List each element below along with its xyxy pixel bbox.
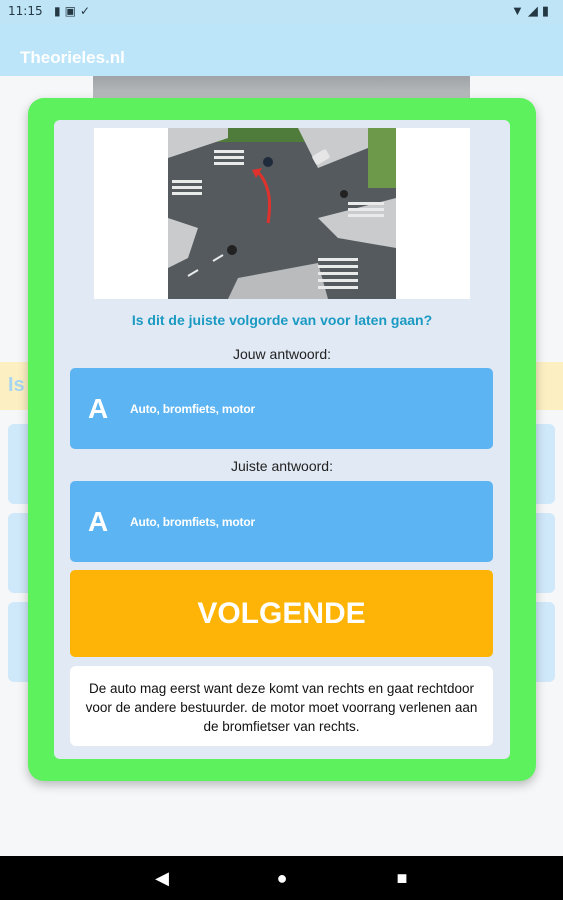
your-answer-text: Auto, bromfiets, motor [130,402,255,416]
correct-answer-letter: A [88,506,109,537]
question-image-frame [94,128,470,299]
app-bar [0,24,563,76]
result-dialog [28,98,536,781]
check-download-icon: ✓ [79,4,95,18]
status-bar [0,0,563,24]
your-answer-card[interactable] [70,368,493,449]
battery-icon: ▮ [541,3,553,18]
next-button[interactable]: VOLGENDE [70,570,493,657]
navigation-bar [0,856,563,900]
wifi-icon: ▼ [510,3,528,18]
status-left-icons [54,4,94,18]
intersection-image [168,128,396,299]
back-icon[interactable]: ◀ [155,868,169,888]
app-title: Theorieles.nl [20,48,125,67]
status-right-icons [511,3,553,19]
your-answer-letter: A [88,393,109,424]
status-time: 11:15 [8,4,43,18]
question-text: Is dit de juiste volgorde van voor laten gaan? [131,312,433,328]
storage-icon: ▣ [64,4,80,18]
sim-card-icon: ▮ [54,4,65,18]
your-answer-label: Jouw antwoord: [232,346,332,362]
home-icon[interactable]: ● [276,868,288,888]
result-dialog-content [54,120,510,759]
recents-icon[interactable]: ■ [396,868,408,888]
explanation-text: De auto mag eerst want deze komt van rechts en gaat rechtdoor voor de andere bestuurder. de motor moet voorrang verlenen aan de bromfietser van rechts. [70,666,493,746]
correct-answer-label: Juiste antwoord: [231,458,333,474]
background-question-text: Is [8,374,25,396]
correct-answer-card[interactable] [70,481,493,562]
correct-answer-text: Auto, bromfiets, motor [130,515,255,529]
signal-icon: ◢ [527,3,542,18]
